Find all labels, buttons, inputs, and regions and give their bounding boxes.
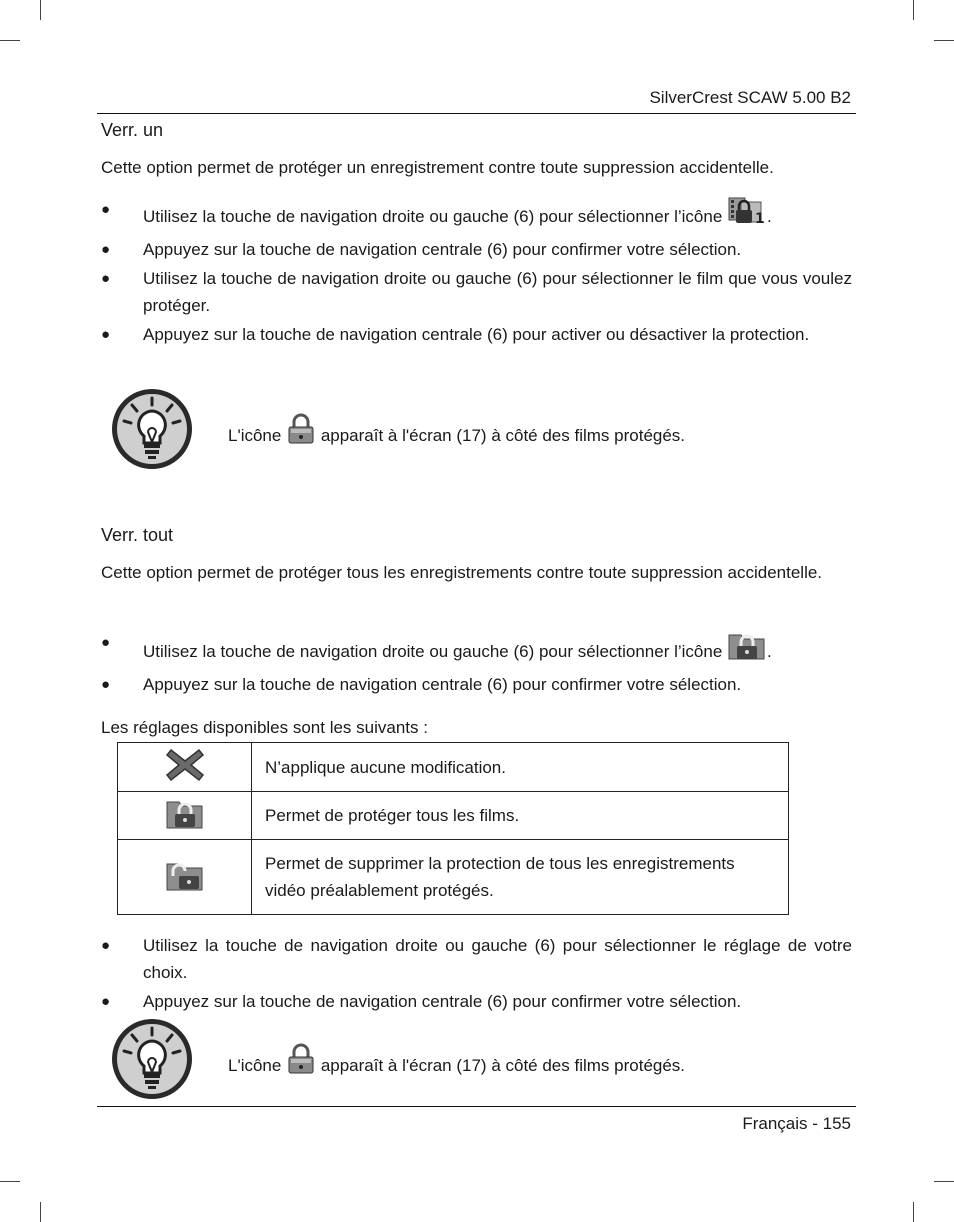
list-item: ● Utilisez la touche de navigation droite ou gauche (6) pour sélectionner le film que vous voulez protéger. bbox=[101, 265, 852, 319]
folder-lock-icon bbox=[727, 629, 767, 669]
crop-mark bbox=[913, 0, 914, 20]
note-box: L'icône apparaît à l'écran (17) à côté des films protégés. bbox=[110, 387, 810, 471]
table-row bbox=[118, 743, 789, 792]
note-box: L'icône apparaît à l'écran (17) à côté des films protégés. bbox=[110, 1017, 810, 1101]
section-intro: Cette option permet de protéger tous les enregistrements contre toute suppression accidentelle. bbox=[101, 563, 823, 582]
footer-rule bbox=[97, 1106, 856, 1107]
crop-mark bbox=[0, 1181, 20, 1182]
section-heading: Verr. un bbox=[101, 120, 164, 140]
bullet-dot: ● bbox=[101, 326, 111, 343]
bullet-dot: ● bbox=[101, 634, 111, 651]
x-mark-icon bbox=[165, 768, 205, 787]
bullet-dot: ● bbox=[101, 270, 111, 287]
table-row bbox=[118, 840, 789, 915]
section-heading: Verr. tout bbox=[101, 525, 174, 545]
bullet-dot: ● bbox=[101, 937, 111, 954]
crop-mark bbox=[40, 1202, 41, 1222]
settings-table bbox=[117, 742, 789, 915]
bullet-list bbox=[101, 196, 852, 350]
list-item: ● Utilisez la touche de navigation droite ou gauche (6) pour sélectionner l’icône . bbox=[101, 629, 852, 669]
bullet-dot: ● bbox=[101, 676, 111, 693]
crop-mark bbox=[0, 40, 20, 41]
bullet-dot: ● bbox=[101, 241, 111, 258]
header-rule bbox=[97, 113, 856, 114]
list-item: ● Appuyez sur la touche de navigation centrale (6) pour confirmer votre sélection. bbox=[101, 988, 852, 1015]
lock-one-icon bbox=[727, 196, 767, 234]
settings-intro: Les réglages disponibles sont les suivants : bbox=[101, 718, 428, 737]
list-item: ● Utilisez la touche de navigation droite ou gauche (6) pour sélectionner l’icône 1 . bbox=[101, 196, 852, 234]
crop-mark bbox=[913, 1202, 914, 1222]
bullet-dot: ● bbox=[101, 201, 111, 218]
list-item: ● Appuyez sur la touche de navigation centrale (6) pour confirmer votre sélection. bbox=[101, 236, 852, 263]
folder-lock-icon bbox=[165, 815, 205, 834]
bullet-dot: ● bbox=[101, 993, 111, 1010]
crop-mark bbox=[934, 1181, 954, 1182]
page-number: Français - 155 bbox=[742, 1114, 851, 1133]
lightbulb-icon bbox=[110, 1017, 194, 1106]
settings-desc: Permet de supprimer la protection de tous les enregistrements vidéo préalablement protégés. bbox=[252, 840, 789, 915]
padlock-icon bbox=[286, 1043, 316, 1083]
list-item: ● Appuyez sur la touche de navigation centrale (6) pour activer ou désactiver la protection. bbox=[101, 321, 852, 348]
lightbulb-icon bbox=[110, 387, 194, 476]
section-intro: Cette option permet de protéger un enregistrement contre toute suppression accidentelle. bbox=[101, 158, 774, 177]
settings-desc: Permet de protéger tous les films. bbox=[252, 792, 789, 840]
bullet-list bbox=[101, 932, 852, 1017]
list-item: ● Appuyez sur la touche de navigation centrale (6) pour confirmer votre sélection. bbox=[101, 671, 852, 698]
padlock-icon bbox=[286, 413, 316, 453]
crop-mark bbox=[934, 40, 954, 41]
header-title: SilverCrest SCAW 5.00 B2 bbox=[649, 88, 851, 107]
table-row bbox=[118, 792, 789, 840]
crop-mark bbox=[40, 0, 41, 20]
list-item: ● Utilisez la touche de navigation droite ou gauche (6) pour sélectionner le réglage de votre choix. bbox=[101, 932, 852, 986]
folder-unlock-icon bbox=[165, 877, 205, 896]
settings-desc: N’applique aucune modification. bbox=[252, 743, 789, 792]
svg-text:1: 1 bbox=[755, 211, 765, 226]
bullet-list bbox=[101, 629, 852, 700]
